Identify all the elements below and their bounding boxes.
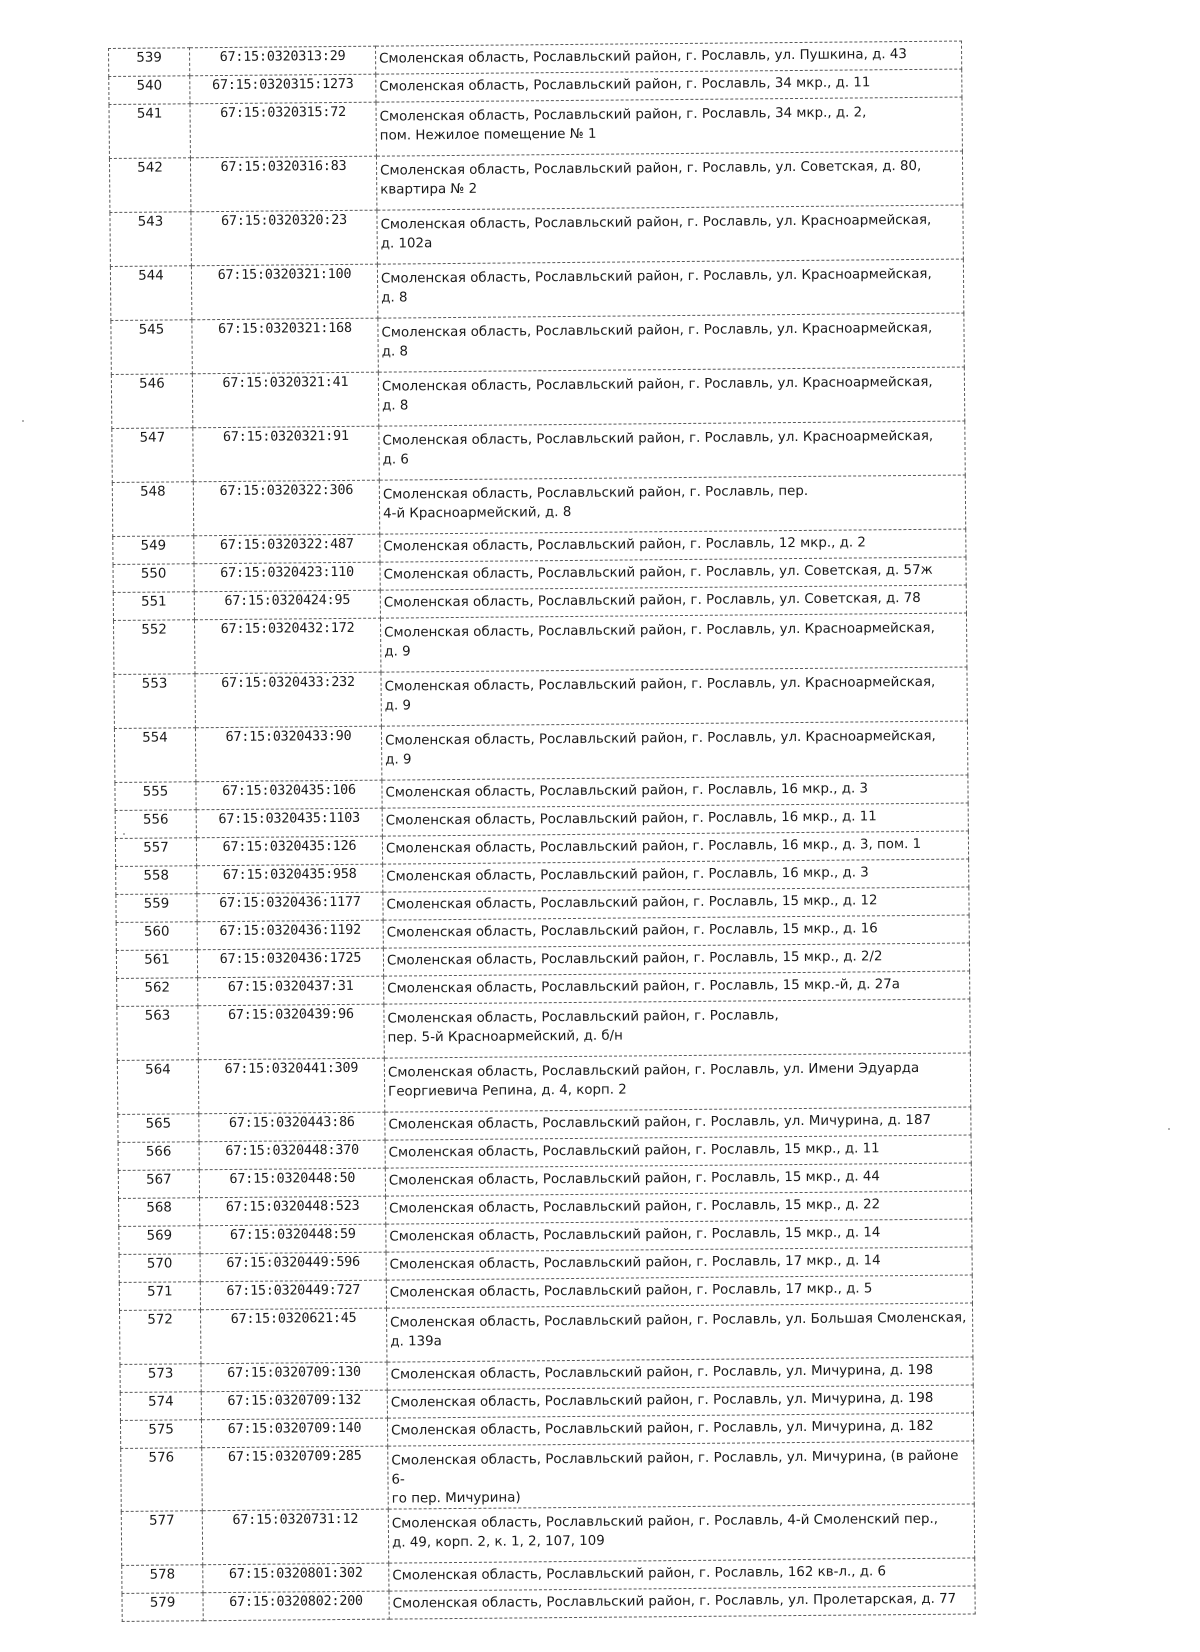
address-cell (388, 1441, 975, 1509)
address-cell (376, 97, 962, 156)
address-text: Смоленская область, Рославльский район, г. Рославль, 12 мкр., д. 2 (383, 535, 866, 555)
scan-speck (123, 833, 125, 835)
scan-speck (22, 420, 24, 422)
row-number: 551 (113, 592, 194, 621)
address-text: Смоленская область, Рославльский район, г. Рославль, 15 мкр., д. 12 (386, 893, 878, 913)
address-cell (384, 999, 970, 1058)
address-text: Смоленская область, Рославльский район, г. Рославль, ул. Красноармейская, д. 9 (384, 728, 936, 768)
address-text: Смоленская область, Рославльский район, г. Рославль, ул. Советская, д. 57ж (383, 562, 933, 583)
row-number: 553 (114, 674, 195, 729)
scan-speck (1168, 1128, 1170, 1130)
row-number: 564 (117, 1060, 198, 1115)
address-text: Смоленская область, Рославльский район, г. Рославль, ул. Мичурина, д. 187 (388, 1112, 932, 1133)
cadastral-number: 67:15:0320709:132 (201, 1390, 387, 1420)
address-text: Смоленская область, Рославльский район, г. Рославль, ул. Красноармейская, д. 8 (381, 320, 933, 360)
address-text: Смоленская область, Рославльский район, г. Рославль, 162 кв-л., д. 6 (392, 1564, 887, 1584)
address-text: Смоленская область, Рославльский район, г. Рославль, ул. Красноармейская, д. 9 (384, 620, 935, 660)
cadastral-number: 67:15:0320436:1192 (197, 920, 383, 950)
address-cell (384, 1053, 970, 1112)
address-text: Смоленская область, Рославльский район, г. Рославль, ул. Мичурина, (в районе 6- го пер. Мичурина) (391, 1448, 959, 1507)
row-number: 559 (116, 894, 197, 923)
cadastral-number: 67:15:0320709:140 (201, 1418, 387, 1448)
address-text: Смоленская область, Рославльский район, г. Рославль, ул. Мичурина, д. 198 (390, 1362, 934, 1383)
address-text: Смоленская область, Рославльский район, г. Рославль, 15 мкр., д. 22 (389, 1197, 881, 1217)
table-row (109, 151, 962, 212)
cadastral-number: 67:15:0320321:41 (192, 372, 378, 428)
address-text: Смоленская область, Рославльский район, г. Рославль, 15 мкр., д. 16 (386, 921, 878, 941)
registry-table (108, 41, 976, 1622)
table-row (111, 367, 964, 428)
cadastral-number: 67:15:0320322:306 (193, 480, 379, 536)
row-number: 552 (113, 620, 194, 675)
cadastral-number: 67:15:0320320:23 (191, 210, 377, 266)
cadastral-number: 67:15:0320433:232 (195, 672, 381, 728)
row-number: 543 (110, 212, 191, 267)
address-text: Смоленская область, Рославльский район, г. Рославль, ул. Красноармейская, д. 8 (381, 374, 933, 414)
address-cell (381, 721, 967, 780)
row-number: 575 (120, 1420, 201, 1449)
cadastral-number: 67:15:0320432:172 (194, 618, 380, 674)
cadastral-number: 67:15:0320435:958 (197, 864, 383, 894)
row-number: 558 (116, 866, 197, 895)
address-text: Смоленская область, Рославльский район, г. Рославль, ул. Красноармейская, д. 8 (380, 266, 932, 306)
cadastral-number: 67:15:0320316:83 (190, 156, 376, 212)
cadastral-number: 67:15:0320448:50 (199, 1168, 385, 1198)
address-cell (377, 259, 963, 318)
address-text: Смоленская область, Рославльский район, г. Рославль, 16 мкр., д. 3 (386, 865, 869, 885)
row-number: 556 (115, 810, 196, 839)
address-cell (388, 1504, 974, 1563)
address-text: Смоленская область, Рославльский район, г. Рославль, ул. Советская, д. 78 (383, 590, 921, 611)
address-text: Смоленская область, Рославльский район, г. Рославль, 16 мкр., д. 3 (385, 781, 869, 801)
cadastral-number: 67:15:0320448:523 (200, 1196, 386, 1226)
row-number: 565 (118, 1114, 199, 1143)
address-text: Смоленская область, Рославльский район, г. Рославль, 15 мкр.-й, д. 27а (387, 977, 901, 997)
address-text: Смоленская область, Рославльский район, г. Рославль, 16 мкр., д. 11 (385, 809, 877, 829)
cadastral-number: 67:15:0320437:31 (198, 976, 384, 1006)
address-text: Смоленская область, Рославльский район, г. Рославль, 15 мкр., д. 11 (388, 1141, 880, 1161)
address-cell (380, 613, 966, 672)
address-text: Смоленская область, Рославльский район, г. Рославль, ул. Пушкина, д. 43 (379, 47, 907, 67)
address-cell (378, 313, 964, 372)
cadastral-number: 67:15:0320433:90 (195, 726, 381, 782)
row-number: 541 (109, 104, 190, 159)
row-number: 576 (121, 1448, 203, 1512)
cadastral-number: 67:15:0320435:106 (196, 780, 382, 810)
table-row (111, 313, 964, 374)
cadastral-number: 67:15:0320313:29 (190, 46, 376, 76)
row-number: 567 (118, 1170, 199, 1199)
row-number: 573 (120, 1364, 201, 1393)
row-number: 563 (117, 1006, 198, 1061)
address-text: Смоленская область, Рославльский район, г. Рославль, ул. Пролетарская, д. 77 (392, 1591, 957, 1612)
row-number: 546 (111, 374, 192, 429)
row-number: 557 (115, 838, 196, 867)
address-cell (379, 475, 965, 534)
address-text: Смоленская область, Рославльский район, г. Рославль, 17 мкр., д. 14 (389, 1253, 881, 1273)
cadastral-number: 67:15:0320315:1273 (190, 74, 376, 104)
address-text: Смоленская область, Рославльский район, г. Рославль, 34 мкр., д. 2, пом. Нежилое помещение № 1 (379, 105, 867, 144)
address-text: Смоленская область, Рославльский район, г. Рославль, 17 мкр., д. 5 (389, 1281, 873, 1301)
address-text: Смоленская область, Рославльский район, г. Рославль, 16 мкр., д. 3, пом. 1 (385, 836, 922, 857)
cadastral-number: 67:15:0320621:45 (201, 1308, 387, 1364)
row-number: 540 (109, 76, 190, 105)
row-number: 560 (116, 922, 197, 951)
address-text: Смоленская область, Рославльский район, г. Рославль, ул. Красноармейская, д. 102а (380, 212, 932, 252)
row-number: 570 (119, 1254, 200, 1283)
table-row (117, 1053, 970, 1114)
cadastral-number: 67:15:0320321:91 (193, 426, 379, 482)
address-cell (381, 667, 967, 726)
cadastral-number: 67:15:0320709:130 (201, 1362, 387, 1392)
row-number: 549 (113, 536, 194, 565)
cadastral-number: 67:15:0320441:309 (198, 1058, 384, 1114)
address-cell (387, 1303, 973, 1362)
address-text: Смоленская область, Рославльский район, г. Рославль, 15 мкр., д. 44 (388, 1169, 880, 1189)
row-number: 574 (120, 1392, 201, 1421)
table-row (117, 999, 970, 1060)
registry-table-body (109, 41, 976, 1621)
address-text: Смоленская область, Рославльский район, г. Рославль, 15 мкр., д. 2/2 (386, 949, 883, 969)
row-number: 547 (112, 428, 193, 483)
address-text: Смоленская область, Рославльский район, г. Рославль, ул. Мичурина, д. 198 (390, 1390, 934, 1411)
row-number: 578 (122, 1565, 203, 1594)
cadastral-number: 67:15:0320449:596 (200, 1252, 386, 1282)
address-text: Смоленская область, Рославльский район, г. Рославль, ул. Красноармейская, д. 9 (384, 674, 936, 714)
address-text: Смоленская область, Рославльский район, г. Рославль, ул. Красноармейская, д. 6 (382, 428, 934, 468)
table-row (113, 613, 966, 674)
address-text: Смоленская область, Рославльский район, г. Рославль, ул. Советская, д. 80, квартира № 2 (380, 158, 922, 198)
cadastral-number: 67:15:0320449:727 (200, 1280, 386, 1310)
cadastral-number: 67:15:0320802:200 (203, 1591, 389, 1621)
row-number: 539 (109, 48, 190, 77)
row-number: 550 (113, 564, 194, 593)
cadastral-number: 67:15:0320709:285 (202, 1446, 389, 1511)
row-number: 571 (119, 1282, 200, 1311)
address-text: Смоленская область, Рославльский район, г. Рославль, пер. 4-й Красноармейский, д. 8 (382, 483, 809, 522)
row-number: 572 (120, 1310, 201, 1365)
address-cell (389, 1586, 975, 1619)
table-row (121, 1504, 974, 1565)
row-number: 554 (114, 728, 195, 783)
cadastral-number: 67:15:0320731:12 (202, 1509, 388, 1565)
row-number: 548 (112, 482, 193, 537)
address-cell (376, 151, 962, 210)
cadastral-number: 67:15:0320439:96 (198, 1004, 384, 1060)
cadastral-number: 67:15:0320448:370 (199, 1140, 385, 1170)
cadastral-number: 67:15:0320436:1725 (197, 948, 383, 978)
address-cell (377, 205, 963, 264)
cadastral-number: 67:15:0320423:110 (194, 562, 380, 592)
cadastral-number: 67:15:0320424:95 (194, 590, 380, 620)
table-row (110, 205, 963, 266)
row-number: 542 (109, 158, 190, 213)
table-row (109, 97, 962, 158)
row-number: 579 (122, 1593, 203, 1622)
address-text: Смоленская область, Рославльский район, г. Рославль, 4-й Смоленский пер., д. 49, корп. 2, к. 1, 2, 107, 109 (391, 1511, 939, 1551)
cadastral-number: 67:15:0320801:302 (203, 1563, 389, 1593)
row-number: 568 (119, 1198, 200, 1227)
address-cell (379, 421, 965, 480)
address-text: Смоленская область, Рославльский район, г. Рославль, ул. Большая Смоленская, д. 139а (390, 1310, 967, 1350)
address-text: Смоленская область, Рославльский район, г. Рославль, пер. 5-й Красноармейский, д. б/н (387, 1008, 779, 1046)
table-row (114, 667, 967, 728)
row-number: 561 (116, 950, 197, 979)
row-number: 562 (117, 978, 198, 1007)
row-number: 544 (110, 266, 191, 321)
cadastral-number: 67:15:0320321:168 (192, 318, 378, 374)
address-text: Смоленская область, Рославльский район, г. Рославль, ул. Имени Эдуарда Георгиевича Репина, д. 4, корп. 2 (387, 1060, 920, 1100)
table-row (114, 721, 967, 782)
cadastral-number: 67:15:0320321:100 (191, 264, 377, 320)
table-row (112, 421, 965, 482)
row-number: 555 (115, 782, 196, 811)
address-text: Смоленская область, Рославльский район, г. Рославль, 34 мкр., д. 11 (379, 75, 871, 95)
row-number: 569 (119, 1226, 200, 1255)
cadastral-number: 67:15:0320436:1177 (197, 892, 383, 922)
document-page (108, 41, 976, 1622)
row-number: 545 (111, 320, 192, 375)
table-row (112, 475, 965, 536)
address-text: Смоленская область, Рославльский район, г. Рославль, 15 мкр., д. 14 (389, 1225, 881, 1245)
cadastral-number: 67:15:0320322:487 (194, 534, 380, 564)
cadastral-number: 67:15:0320443:86 (199, 1112, 385, 1142)
table-row (121, 1441, 975, 1511)
cadastral-number: 67:15:0320435:1103 (196, 808, 382, 838)
address-text: Смоленская область, Рославльский район, г. Рославль, ул. Мичурина, д. 182 (391, 1418, 934, 1439)
address-cell (378, 367, 964, 426)
row-number: 577 (121, 1511, 202, 1566)
cadastral-number: 67:15:0320315:72 (190, 102, 376, 158)
table-row (120, 1303, 973, 1364)
cadastral-number: 67:15:0320448:59 (200, 1224, 386, 1254)
table-row (110, 259, 963, 320)
row-number: 566 (118, 1142, 199, 1171)
cadastral-number: 67:15:0320435:126 (196, 836, 382, 866)
